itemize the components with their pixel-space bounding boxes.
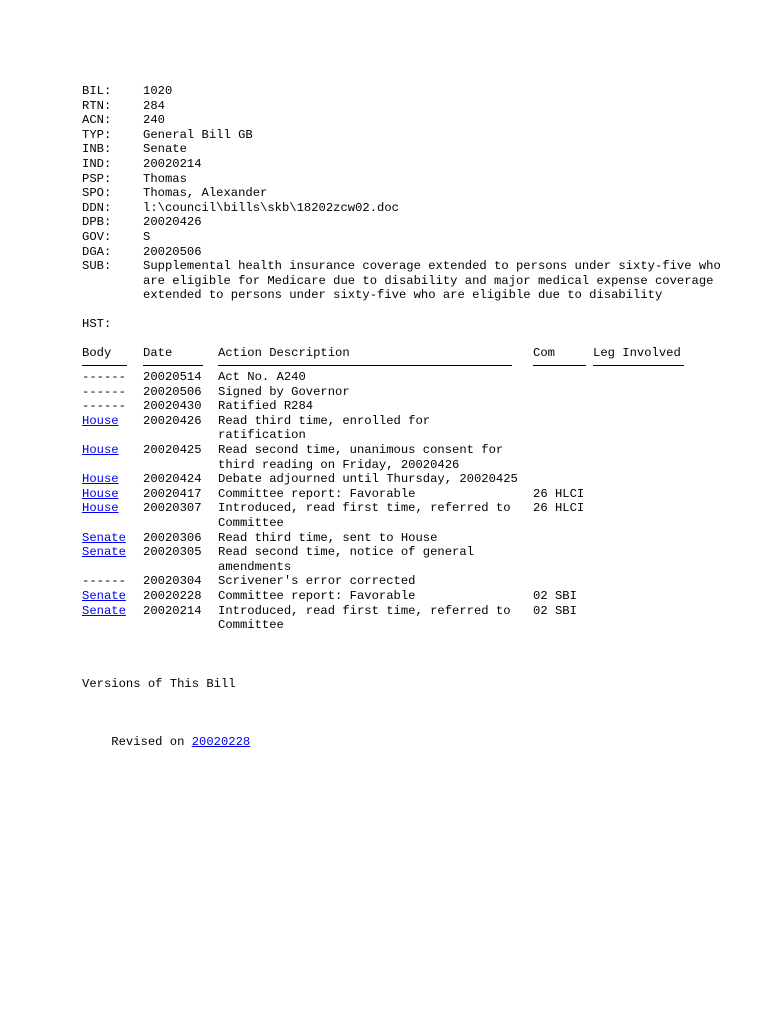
history-row: [82, 414, 722, 443]
field-key: IND:: [82, 156, 112, 171]
action-description: Committee report: Favorable: [218, 589, 416, 603]
action-date: 20020506: [143, 384, 202, 399]
field-value: Thomas: [143, 171, 187, 186]
revised-prefix: Revised on: [111, 734, 192, 749]
revised-line: [82, 720, 722, 749]
history-label: HST:: [82, 316, 112, 331]
committee: 26 HLCI: [533, 486, 585, 501]
field-row-ddn: [82, 201, 722, 216]
history-row: [82, 487, 722, 502]
field-value: 1020: [143, 84, 173, 98]
body-link[interactable]: House: [82, 472, 119, 487]
field-row-inb: [82, 142, 722, 157]
committee: 02 SBI: [533, 603, 577, 618]
action-date: 20020425: [143, 443, 202, 458]
action-description: Signed by Governor: [218, 384, 350, 399]
committee: 02 SBI: [533, 589, 577, 603]
field-value: 20020506: [143, 244, 202, 259]
header-com: Com: [533, 345, 555, 360]
action-description: Introduced, read first time, referred to Committee: [218, 603, 511, 633]
rule-description: [218, 365, 512, 366]
body-link[interactable]: Senate: [82, 530, 126, 545]
action-date: 20020304: [143, 574, 202, 589]
bill-page: [82, 84, 722, 749]
body-link[interactable]: House: [82, 501, 119, 516]
field-value: Supplemental health insurance coverage extended to persons under sixty-five who are eligible for Medicare due to disability and major medical expense coverage extended to persons under sixty-five who are eligible due to disability: [143, 259, 721, 303]
history-row: [82, 545, 722, 574]
field-key: SUB:: [82, 259, 112, 274]
action-description: Introduced, read first time, referred to Committee: [218, 501, 511, 531]
history-row: [82, 531, 722, 546]
history-row: [82, 574, 722, 589]
body-link[interactable]: House: [82, 413, 119, 428]
bill-fields: [82, 84, 722, 303]
history-row: [82, 589, 722, 604]
field-value: Thomas, Alexander: [143, 186, 268, 201]
action-description: Committee report: Favorable: [218, 486, 416, 501]
rule-date: [143, 365, 203, 366]
action-description: Read second time, unanimous consent for third reading on Friday, 20020426: [218, 443, 504, 472]
history-row: [82, 604, 722, 633]
field-key: TYP:: [82, 127, 112, 142]
action-date: 20020426: [143, 413, 202, 428]
history-table: [82, 370, 722, 633]
field-value: S: [143, 229, 151, 244]
action-description: Read third time, enrolled for ratification: [218, 413, 431, 443]
action-date: 20020307: [143, 501, 202, 516]
field-key: ACN:: [82, 113, 112, 128]
body-link[interactable]: House: [82, 443, 119, 458]
body-link[interactable]: Senate: [82, 545, 126, 560]
field-value: 20020426: [143, 215, 202, 230]
header-description: Action Description: [218, 345, 350, 360]
revised-date-link[interactable]: 20020228: [191, 734, 251, 749]
body-placeholder: ------: [82, 399, 126, 414]
action-date: 20020228: [143, 589, 202, 603]
field-key: GOV:: [82, 229, 112, 244]
action-date: 20020214: [143, 603, 202, 618]
field-key: INB:: [82, 142, 112, 157]
rule-body: [82, 365, 127, 366]
field-key: SPO:: [82, 186, 112, 201]
versions-heading: Versions of This Bill: [82, 676, 236, 691]
field-key: DDN:: [82, 200, 112, 215]
field-row-bil: [82, 84, 722, 99]
body-link[interactable]: House: [82, 486, 119, 501]
body-placeholder: ------: [82, 384, 126, 399]
action-date: 20020514: [143, 370, 202, 385]
action-date: 20020306: [143, 530, 202, 545]
field-key: PSP:: [82, 171, 112, 186]
field-row-gov: [82, 230, 722, 245]
action-date: 20020430: [143, 399, 202, 414]
header-body: Body: [82, 345, 112, 360]
history-row: [82, 385, 722, 400]
action-date: 20020305: [143, 545, 202, 560]
history-header: [82, 346, 722, 361]
field-row-sub: [82, 259, 722, 303]
field-row-spo: [82, 186, 722, 201]
rule-com: [533, 365, 586, 366]
body-placeholder: ------: [82, 370, 126, 385]
action-description: Scrivener's error corrected: [218, 574, 416, 589]
history-row: [82, 443, 722, 472]
field-key: DPB:: [82, 215, 112, 230]
field-key: BIL:: [82, 84, 112, 98]
field-value: 284: [143, 98, 165, 113]
action-description: Read second time, notice of general amendments: [218, 545, 474, 574]
field-row-ind: [82, 157, 722, 172]
header-date: Date: [143, 345, 173, 360]
action-description: Ratified R284: [218, 399, 314, 414]
field-value: l:\council\bills\skb\18202zcw02.doc: [143, 200, 399, 215]
action-description: Act No. A240: [218, 370, 306, 385]
body-link[interactable]: Senate: [82, 589, 126, 603]
field-value: 20020214: [143, 156, 202, 171]
header-leg-involved: Leg Involved: [593, 345, 681, 360]
field-value: 240: [143, 113, 165, 128]
field-value: Senate: [143, 142, 187, 157]
field-row-rtn: [82, 99, 722, 114]
field-row-typ: [82, 128, 722, 143]
action-date: 20020424: [143, 472, 202, 487]
history-row: [82, 472, 722, 487]
field-row-acn: [82, 113, 722, 128]
field-key: DGA:: [82, 244, 112, 259]
field-key: RTN:: [82, 98, 112, 113]
rule-leg: [593, 365, 684, 366]
history-row: [82, 501, 722, 530]
committee: 26 HLCI: [533, 501, 585, 516]
header-underlines: [82, 360, 722, 370]
action-description: Debate adjourned until Thursday, 20020425: [218, 472, 518, 487]
body-placeholder: ------: [82, 574, 126, 589]
history-row: [82, 399, 722, 414]
field-row-dpb: [82, 215, 722, 230]
body-link[interactable]: Senate: [82, 603, 126, 618]
field-value: General Bill GB: [143, 127, 253, 142]
action-date: 20020417: [143, 486, 202, 501]
history-row: [82, 370, 722, 385]
action-description: Read third time, sent to House: [218, 530, 438, 545]
field-row-dga: [82, 245, 722, 260]
field-row-psp: [82, 172, 722, 187]
